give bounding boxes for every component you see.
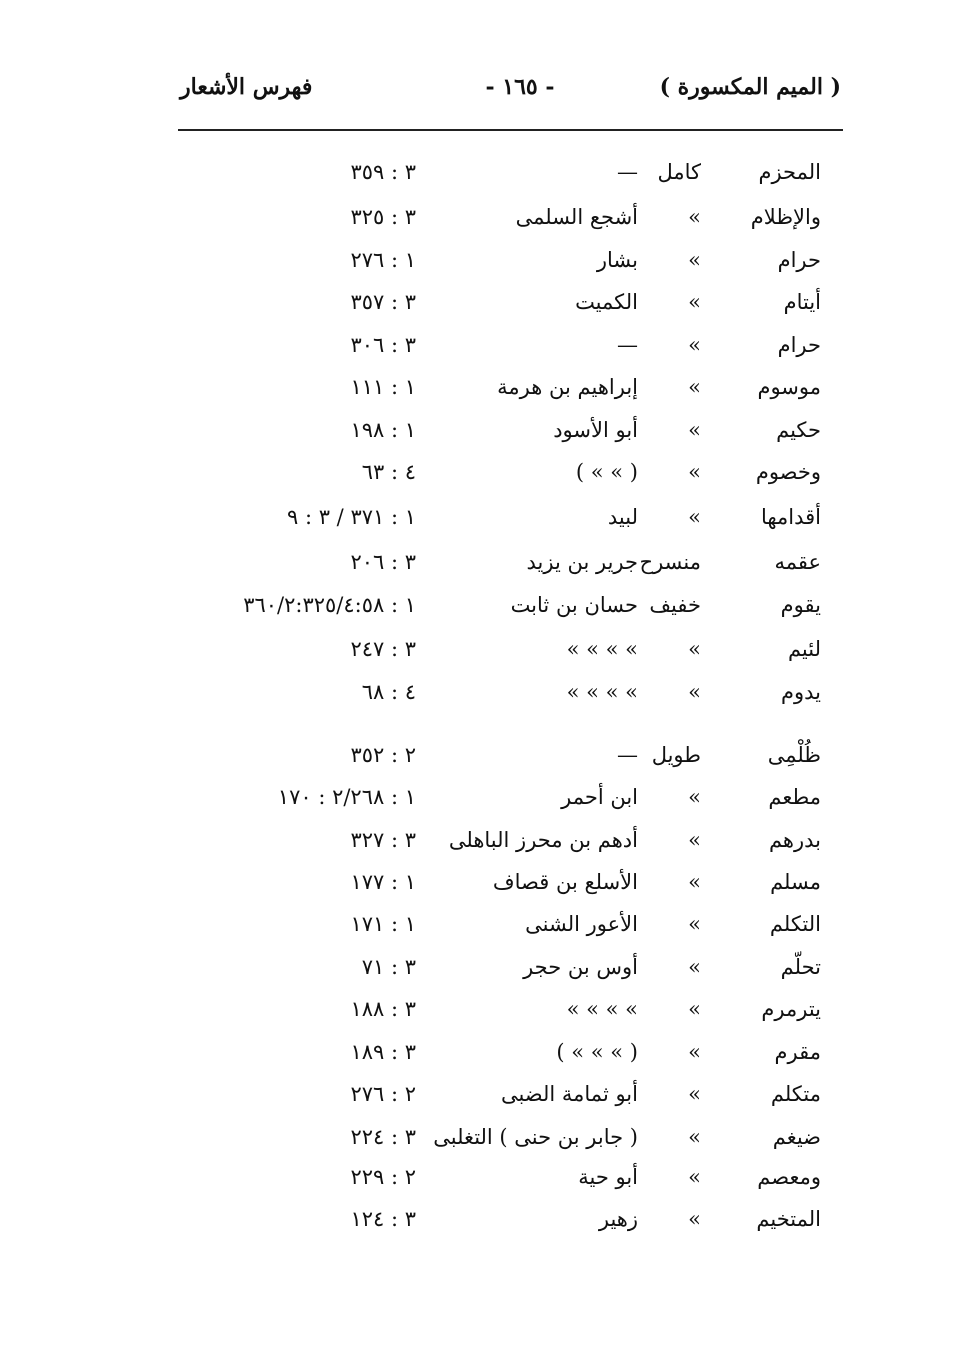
rhyme-word: موسوم [757,375,821,399]
rhyme-word: وخصوم [755,460,821,484]
poet-name: » » » » [566,637,638,661]
meter: » [688,333,701,357]
rhyme-word: بدرهم [768,828,821,852]
poet-name: حسان بن ثابت [510,593,638,617]
poet-name: أبو ثمامة الضبى [500,1082,638,1106]
meter: » [688,205,701,229]
index-row [0,290,956,330]
meter: » [688,1207,701,1231]
meter: منسرح [639,550,701,574]
index-row [0,637,956,677]
poet-name: أبو حية [578,1165,638,1189]
meter: » [688,955,701,979]
meter: » [688,290,701,314]
meter: » [688,1082,701,1106]
meter: » [688,912,701,936]
rhyme-word: لئيم [787,637,821,661]
rhyme-word: أيتام [783,290,821,314]
poet-name: — [617,743,638,767]
volume-page-reference: ١ : ٢٧٦ [350,248,416,272]
index-row [0,550,956,590]
poet-name: بشار [596,248,638,272]
index-row [0,505,956,545]
volume-page-reference: ١ : ٢/٢٦٨ : ١٧٠ [277,785,416,809]
meter: » [688,1165,701,1189]
meter: » [688,418,701,442]
rhyme-word: تحلّم [780,955,821,979]
volume-page-reference: ١ : ٣٧١ / ٣ : ٩ [287,505,416,529]
rhyme-word: مقرم [774,1040,821,1064]
volume-page-reference: ٢ : ٣٥٢ [350,743,416,767]
rhyme-word: يدوم [780,680,821,704]
index-row [0,248,956,288]
meter: كامل [657,160,701,184]
meter: » [688,997,701,1021]
rhyme-word: حرام [777,248,821,272]
index-row [0,912,956,952]
volume-page-reference: ٣ : ١٨٨ [350,997,416,1021]
volume-page-reference: ٣ : ٢٠٦ [350,550,416,574]
meter: » [688,680,701,704]
index-row [0,205,956,245]
index-row [0,1040,956,1080]
poet-name: ابن أحمر [561,785,638,809]
poet-name: جرير بن يزيد [526,550,638,574]
index-row [0,1165,956,1205]
rhyme-word: ومعصم [757,1165,821,1189]
section-title: ( الميم المكسورة ) [659,74,841,100]
index-row [0,997,956,1037]
rhyme-word: المحزم [758,160,821,184]
poet-name: أبو الأسود [553,418,638,442]
rhyme-word: المتخيم [756,1207,821,1231]
rhyme-word: ظُلْمِى [767,743,821,767]
rhyme-word: يقوم [780,593,821,617]
volume-page-reference: ٣ : ٢٤٧ [350,637,416,661]
meter: » [688,460,701,484]
rhyme-word: عقمه [774,550,821,574]
poet-name: » » » » [566,997,638,1021]
volume-page-reference: ٣ : ٣٢٥ [350,205,416,229]
index-row [0,743,956,783]
index-row [0,1082,956,1122]
poet-name: ( جابر بن حنى ) التغلبى [433,1125,638,1149]
volume-page-reference: ١ : ١٩٨ [350,418,416,442]
meter: طويل [651,743,701,767]
meter: خفيف [649,593,701,617]
meter: » [688,870,701,894]
index-title: فهرس الأشعار [180,74,313,100]
index-row [0,828,956,868]
poet-name: — [617,333,638,357]
rhyme-word: يترمرم [761,997,821,1021]
volume-page-reference: ٣ : ٣٥٧ [350,290,416,314]
volume-page-reference: ٤ : ٦٨ [361,680,416,704]
index-row [0,870,956,910]
meter: » [688,248,701,272]
poet-name: لبيد [607,505,638,529]
poet-name: أدهم بن محرز الباهلى [448,828,638,852]
rhyme-word: التكلم [769,912,821,936]
poet-name: الكميت [575,290,638,314]
rhyme-word: حكيم [776,418,821,442]
header-rule [178,129,843,131]
poet-name: » » » » [566,680,638,704]
rhyme-word: متكلم [770,1082,821,1106]
index-row [0,418,956,458]
poet-name: ( » » ) [575,460,638,484]
rhyme-word: مسلم [770,870,821,894]
volume-page-reference: ١ : ٣٦٠/٢:٣٢٥/٤:٥٨ [243,593,416,617]
index-row [0,1125,956,1165]
volume-page-reference: ٤ : ٦٣ [361,460,416,484]
index-row [0,160,956,200]
volume-page-reference: ٣ : ١٨٩ [350,1040,416,1064]
meter: » [688,505,701,529]
poet-name: ( » » » ) [556,1040,638,1064]
volume-page-reference: ٣ : ٣٠٦ [350,333,416,357]
page-number: - ١٦٥ - [485,74,555,100]
volume-page-reference: ١ : ١٧١ [350,912,416,936]
poet-name: أشجع السلمى [515,205,638,229]
poet-name: الأعور الشنى [525,912,638,936]
index-row [0,680,956,720]
volume-page-reference: ٣ : ٣٥٩ [350,160,416,184]
poet-name: زهير [598,1207,638,1231]
index-row [0,375,956,415]
poet-name: الأسلع بن قصاف [492,870,638,894]
poet-name: إبراهيم بن هرمة [497,375,638,399]
index-row [0,1207,956,1247]
meter: » [688,637,701,661]
volume-page-reference: ٣ : ٣٢٧ [350,828,416,852]
poet-name: أوس بن حجر [523,955,638,979]
volume-page-reference: ٣ : ١٢٤ [350,1207,416,1231]
poet-name: — [617,160,638,184]
volume-page-reference: ٣ : ٢٢٤ [350,1125,416,1149]
index-row [0,333,956,373]
index-row [0,593,956,633]
index-row [0,785,956,825]
volume-page-reference: ١ : ١١١ [350,375,416,399]
meter: » [688,785,701,809]
rhyme-word: أقدامها [760,505,821,529]
meter: » [688,375,701,399]
volume-page-reference: ٣ : ٧١ [361,955,416,979]
meter: » [688,1125,701,1149]
rhyme-word: حرام [777,333,821,357]
volume-page-reference: ١ : ١٧٧ [350,870,416,894]
meter: » [688,828,701,852]
volume-page-reference: ٢ : ٢٢٩ [350,1165,416,1189]
index-row [0,460,956,500]
meter: » [688,1040,701,1064]
index-row [0,955,956,995]
rhyme-word: والإظلام [750,205,821,229]
volume-page-reference: ٢ : ٢٧٦ [350,1082,416,1106]
rhyme-word: ضيغم [772,1125,821,1149]
rhyme-word: مطعم [768,785,821,809]
